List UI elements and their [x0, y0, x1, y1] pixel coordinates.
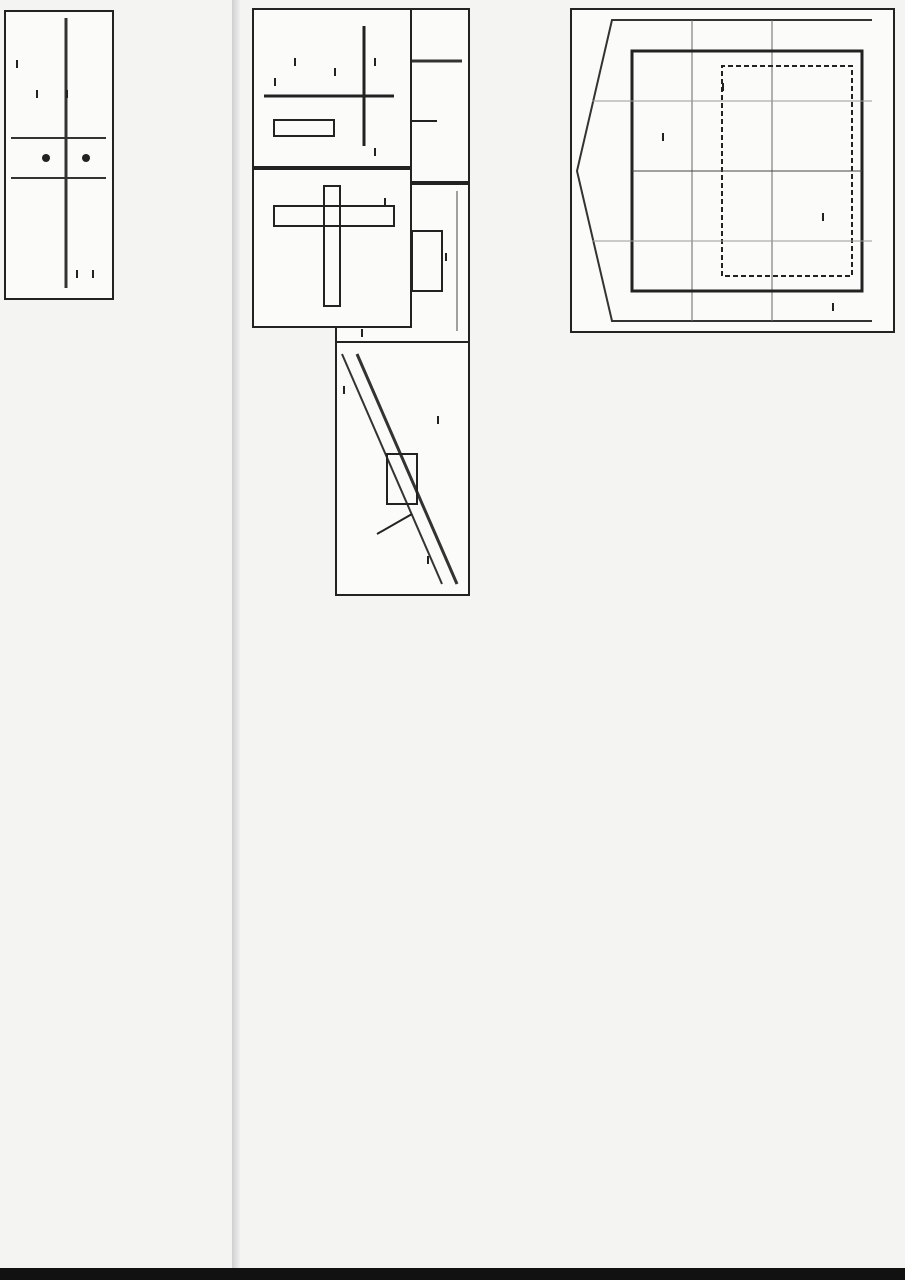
fig8-label-hook — [722, 83, 724, 91]
fig8-label-hinge — [662, 133, 664, 141]
fig10-label-screw-pointed — [445, 253, 447, 261]
figure-9 — [335, 341, 470, 596]
fig12-label-bolt — [384, 198, 386, 206]
figure-13 — [252, 8, 412, 168]
fig9-drawing — [337, 343, 468, 594]
fig13-drawing — [254, 10, 410, 166]
fig13-label-nut — [274, 78, 276, 86]
fig13-label-start-rail — [374, 58, 376, 66]
fig4-label-bolt — [76, 270, 78, 278]
fig8-drawing — [572, 10, 893, 331]
fig9-label-screw-drill — [427, 556, 429, 564]
figure-12 — [252, 168, 412, 328]
attention-block — [472, 8, 474, 608]
page-gutter — [232, 0, 240, 1268]
fig8-label-spring — [822, 213, 824, 221]
fig13-label-leg — [374, 148, 376, 156]
right-page-content — [240, 0, 905, 1268]
figure-4-wrap — [4, 10, 114, 300]
fig13-label-bolt — [334, 68, 336, 76]
fig4-drawing — [6, 12, 112, 298]
fig10-label-screw-drill — [361, 329, 363, 337]
fig4-label-valve — [16, 60, 18, 68]
fig9-label-window — [437, 416, 439, 424]
fig4-label-nut — [66, 90, 68, 98]
fig9-label-screw-pointed — [343, 386, 345, 394]
fig13-label-end — [294, 58, 296, 66]
fig12-drawing — [254, 170, 410, 326]
hinge-text-column — [580, 342, 582, 580]
figure-8 — [570, 8, 895, 333]
scan-bottom-edge — [0, 1268, 905, 1280]
fig8-label-handle — [832, 303, 834, 311]
fig4-label-bolt-size — [92, 270, 94, 278]
figure-4 — [4, 10, 114, 300]
frame-text-column — [244, 340, 246, 596]
fig4-label-end — [36, 90, 38, 98]
